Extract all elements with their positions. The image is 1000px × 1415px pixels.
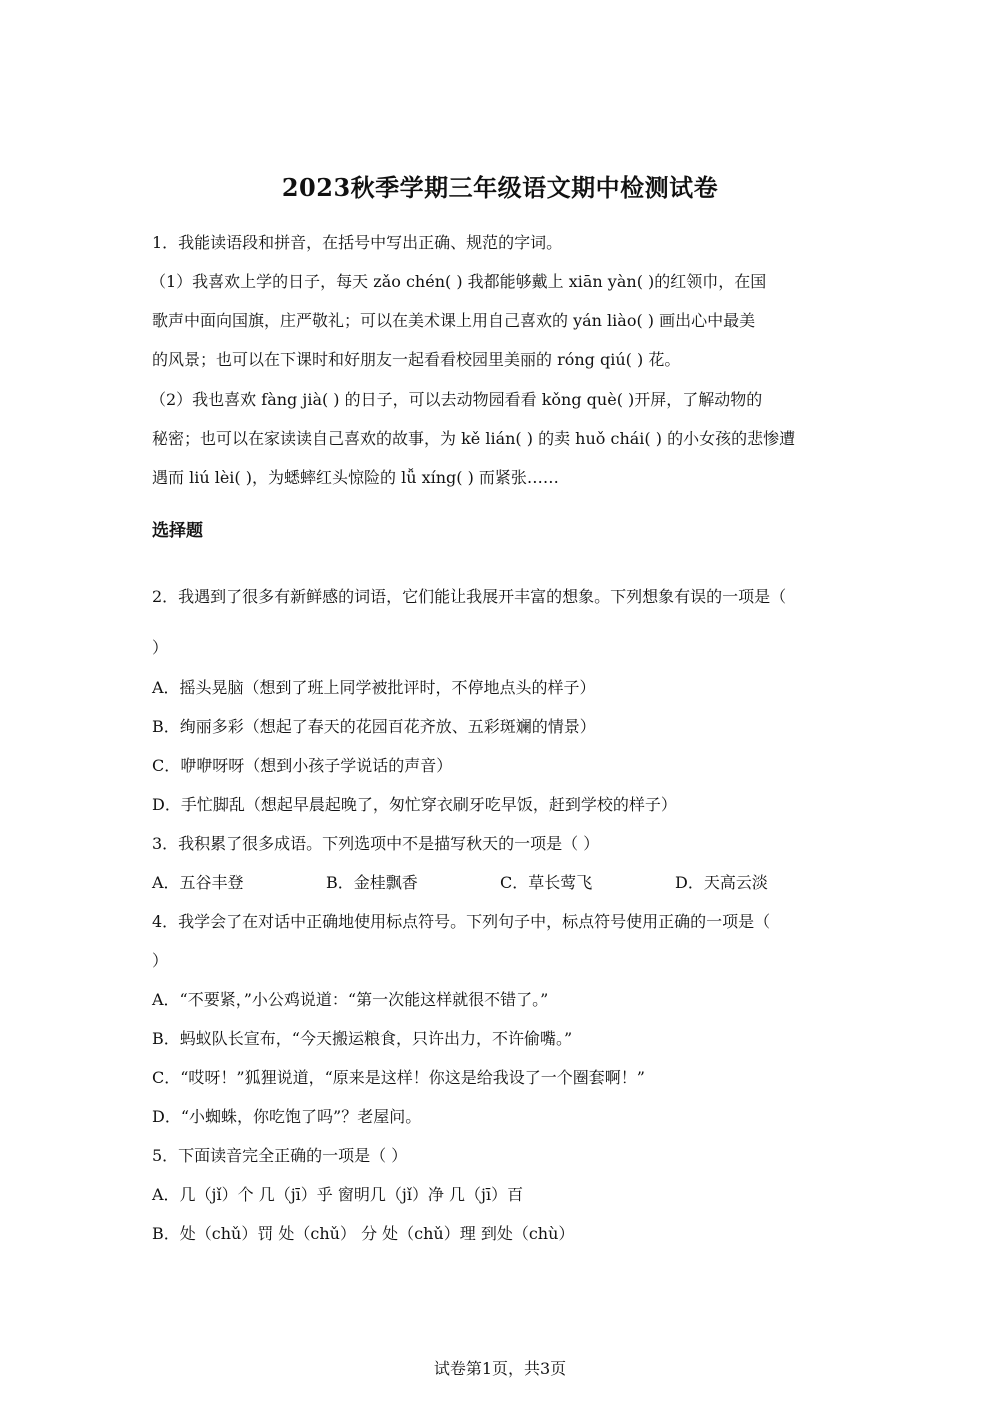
question-1-line: 秘密；也可以在家读读自己喜欢的故事，为 kě lián( ) 的卖 huǒ chái( ) 的小女孩的悲惨遭 bbox=[152, 429, 796, 448]
question-2-option: A．摇头晃脑（想到了班上同学被批评时，不停地点头的样子） bbox=[152, 678, 596, 697]
question-1-prompt: 1．我能读语段和拼音，在括号中写出正确、规范的字词。 bbox=[152, 233, 563, 252]
question-4-option: A．“不要紧，”小公鸡说道：“第一次能这样就很不错了。” bbox=[152, 990, 549, 1009]
question-3-option-a: A．五谷丰登 bbox=[152, 873, 244, 892]
question-4-option: B．蚂蚁队长宣布，“今天搬运粮食，只许出力，不许偷嘴。” bbox=[152, 1029, 573, 1048]
question-3-option-c: C．草长莺飞 bbox=[500, 873, 593, 892]
question-2-option: C．咿咿呀呀（想到小孩子学说话的声音） bbox=[152, 756, 453, 775]
section-heading: 选择题 bbox=[152, 521, 203, 541]
question-4-option: D．“小蜘蛛，你吃饱了吗”？老屋问。 bbox=[152, 1107, 422, 1126]
question-3-option-d: D．天高云淡 bbox=[675, 873, 768, 892]
question-3-option-b: B．金桂飘香 bbox=[326, 873, 418, 892]
question-4-prompt-cont: ） bbox=[152, 951, 169, 970]
question-5-prompt: 5．下面读音完全正确的一项是（ ） bbox=[152, 1146, 408, 1165]
question-1-line: （2）我也喜欢 fàng jià( ) 的日子，可以去动物园看看 kǒng què( )开屏，了解动物的 bbox=[150, 390, 763, 409]
question-5-option: A．几（jǐ）个 几（jī）乎 窗明几（jǐ）净 几（jī）百 bbox=[152, 1185, 524, 1204]
question-2-prompt-cont: ） bbox=[152, 638, 169, 657]
question-3-prompt: 3．我积累了很多成语。下列选项中不是描写秋天的一项是（ ） bbox=[152, 834, 600, 853]
question-1-line: 的风景；也可以在下课时和好朋友一起看看校园里美丽的 róng qiú( ) 花。 bbox=[152, 350, 681, 369]
question-1-line: （1）我喜欢上学的日子，每天 zǎo chén( ) 我都能够戴上 xiān yàn( )的红领巾，在国 bbox=[150, 272, 767, 291]
question-2-prompt: 2．我遇到了很多有新鲜感的词语，它们能让我展开丰富的想象。下列想象有误的一项是（ bbox=[152, 587, 787, 606]
question-4-option: C．“哎呀！”狐狸说道，“原来是这样！你这是给我设了一个圈套啊！” bbox=[152, 1068, 645, 1087]
question-5-option: B．处（chǔ）罚 处（chǔ） 分 处（chǔ）理 到处（chù） bbox=[152, 1224, 575, 1243]
question-1-line: 歌声中面向国旗，庄严敬礼；可以在美术课上用自己喜欢的 yán liào( ) 画出心中最美 bbox=[152, 311, 756, 330]
question-2-option: D．手忙脚乱（想起早晨起晚了，匆忙穿衣刷牙吃早饭，赶到学校的样子） bbox=[152, 795, 677, 814]
page-title: 2023秋季学期三年级语文期中检测试卷 bbox=[281, 173, 719, 202]
question-4-prompt: 4．我学会了在对话中正确地使用标点符号。下列句子中，标点符号使用正确的一项是（ bbox=[152, 912, 771, 931]
question-2-option: B．绚丽多彩（想起了春天的花园百花齐放、五彩斑斓的情景） bbox=[152, 717, 596, 736]
page-footer: 试卷第1页，共3页 bbox=[433, 1359, 567, 1378]
question-1-line: 遇而 liú lèi( )，为蟋蟀红头惊险的 lǚ xíng( ) 而紧张…… bbox=[152, 468, 559, 487]
